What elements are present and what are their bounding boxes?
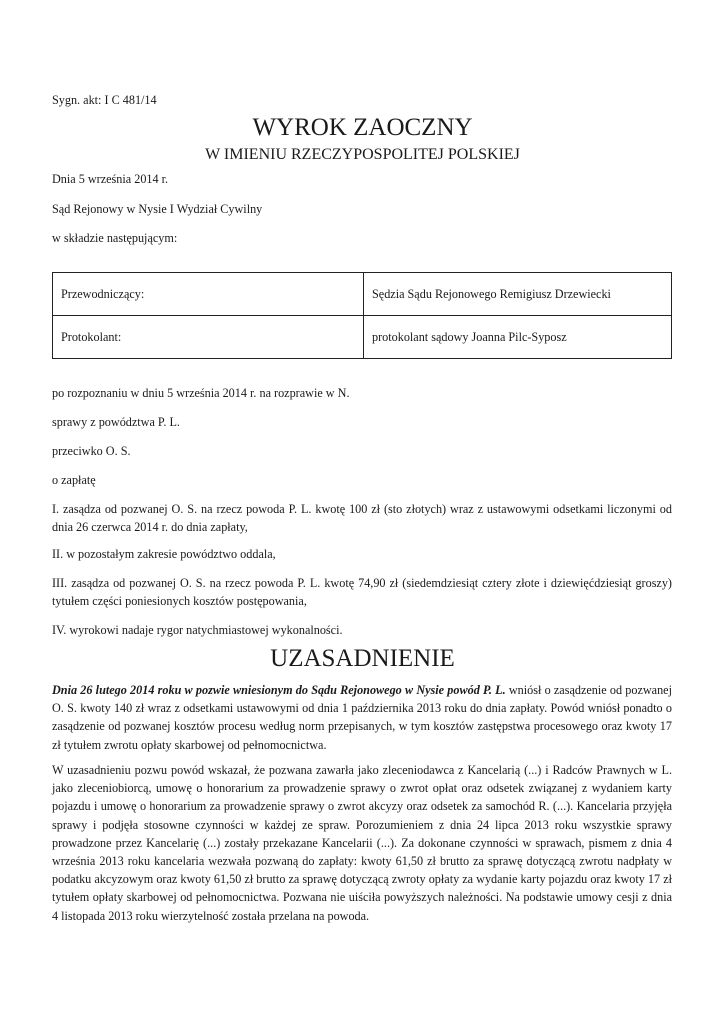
claim-by-line: sprawy z powództwa P. L. [52,415,180,429]
role-cell: Przewodniczący: [53,273,364,316]
against-line: przeciwko O. S. [52,444,131,458]
table-row [53,273,672,316]
date-line: Dnia 5 września 2014 r. [52,172,169,186]
justification-paragraph-2: W uzasadnieniu pozwu powód wskazał, że pozwana zawarła jako zleceniodawca z Kancelarią (...) i Radców Prawnych w L. jako zleceniobiorcą, umowę o honorarium za prowadzenie sprawy o zwrot opłat oraz odsetek związanej z wydaniem karty pojazdu i umowę o honorarium za prowadzenie sprawy o zwrot akcyzy oraz odsetek za samochód R. (...). Kancelaria przyjęła sprawy i podjęła stosowne czynności w każdej ze spraw. Porozumieniem z dnia 24 lipca 2013 roku wszystkie sprawy prowadzone przez Kancelarię (...) zostały przekazane Kancelarii (...). Za dokonane czynności w sprawach, pismem z dnia 4 września 2013 roku kancelaria wezwała pozwaną do zapłaty: kwoty 61,50 zł brutto za sprawę dotyczącą zwrotu nadpłaty w podatku akcyzowym oraz kwoty 61,50 zł brutto za sprawę dotyczącą zwroty opłaty za wydanie karty pojazdu oraz kwoty 17 zł tytułem opłaty skarbowej od pełnomocnictwa. Pozwana nie uiściła powyższych należności. Na podstawie umowy cesji z dnia 4 listopada 2013 roku wierzytelność została przelana na powoda. [52,763,672,923]
hearing-line: po rozpoznaniu w dniu 5 września 2014 r. na rozprawie w N. [52,386,350,400]
justification-paragraph-1 [52,681,672,754]
composition-intro: w składzie następującym: [52,231,178,245]
document-subtitle: W IMIENIU RZECZYPOSPOLITEJ POLSKIEJ [205,146,520,163]
person-cell: Sędzia Sądu Rejonowego Remigiusz Drzewiecki [364,273,672,316]
role-cell: Protokolant: [53,316,364,359]
document-title: WYROK ZAOCZNY [252,114,473,141]
table-row [53,316,672,359]
justification-emphasis: Dnia 26 lutego 2014 roku w pozwie wniesionym do Sądu Rejonowego w Nysie powód P. L. [52,683,506,697]
justification-paragraph-1-text: wniósł o zasądzenie od pozwanej O. S. kwoty 140 zł wraz z odsetkami ustawowymi od dnia 1 października 2013 roku do dnia zapłaty. Powód wniósł ponadto o zasądzenie od pozwanej kosztów procesu według norm przepisanych, w tym kosztów zastępstwa procesowego oraz kwoty 17 zł tytułem zwrotu opłaty skarbowej od pełnomocnictwa. [52,683,672,752]
verdict-point-4: IV. wyrokowi nadaje rygor natychmiastowej wykonalności. [52,623,343,637]
verdict-point-3: III. zasądza od pozwanej O. S. na rzecz powoda P. L. kwotę 74,90 zł (siedemdziesiąt cztery złote i dziewięćdziesiąt groszy) tytułem części poniesionych kosztów postępowania, [52,576,672,609]
case-number: Sygn. akt: I C 481/14 [52,93,157,107]
justification-title: UZASADNIENIE [270,645,455,672]
court-name: Sąd Rejonowy w Nysie I Wydział Cywilny [52,202,263,216]
verdict-point-2: II. w pozostałym zakresie powództwo oddala, [52,547,276,561]
verdict-point-1: I. zasądza od pozwanej O. S. na rzecz powoda P. L. kwotę 100 zł (sto złotych) wraz z ustawowymi odsetkami liczonymi od dnia 26 czerwca 2014 r. do dnia zapłaty, [52,502,672,535]
person-cell: protokolant sądowy Joanna Pilc-Syposz [364,316,672,359]
subject-line: o zapłatę [52,473,96,487]
composition-table [52,272,672,359]
